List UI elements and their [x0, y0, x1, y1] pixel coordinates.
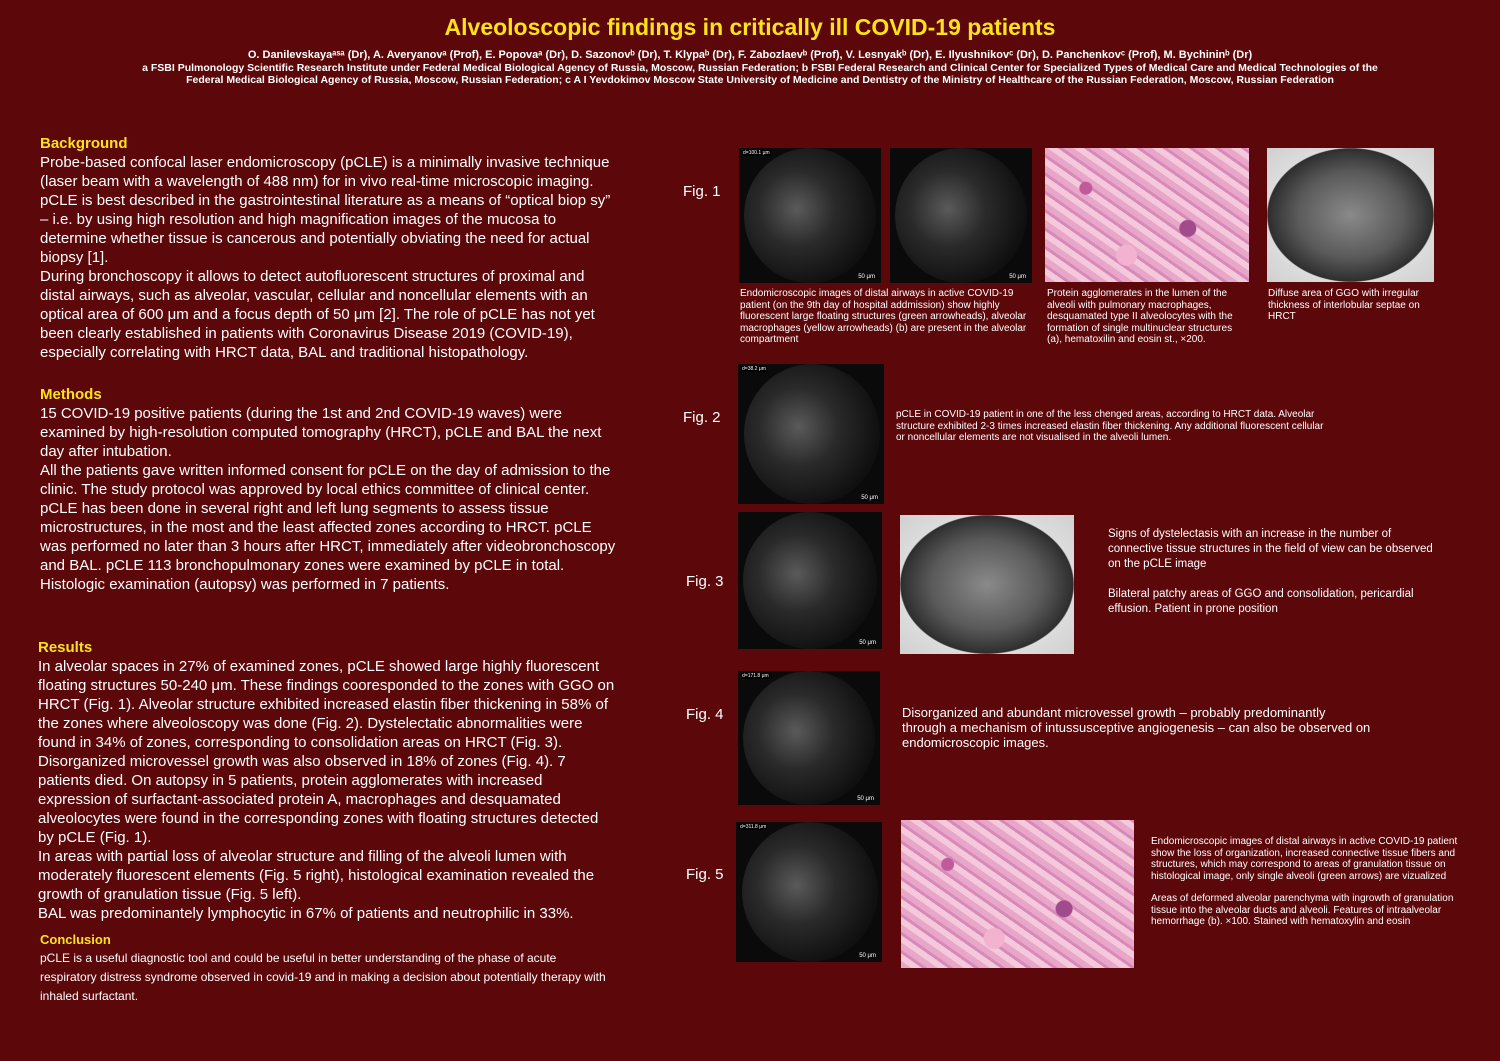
results-heading: Results: [38, 639, 93, 656]
fig1-image-label: d=100.1 μm: [743, 150, 770, 156]
fig5-histology-image: [901, 820, 1134, 968]
fig3-pcle-image: [738, 512, 882, 649]
fig5-label: Fig. 5: [686, 866, 724, 883]
fig2-image-label: d=38.2 μm: [742, 366, 766, 372]
fig2-pcle-image: [738, 364, 884, 504]
conclusion-heading: Conclusion: [40, 932, 111, 947]
fig5-pcle-image: [736, 822, 882, 962]
fig4-pcle-image: [738, 671, 880, 805]
results-paragraph-2: In areas with partial loss of alveolar structure and filling of the alveoli lumen with moderately fluorescent elements (Fig. 5 right), histological examination revealed the growth of granulation tissue (Fig. 5 left).: [38, 848, 595, 903]
fig3-captions: [1108, 527, 1448, 617]
fig3-scale-bar: 50 μm: [859, 640, 876, 646]
fig1-pcle-image-a: [739, 148, 881, 283]
fig1-caption-histology: Protein agglomerates in the lumen of the alveoli with pulmonary macrophages, desquamated type II alveolocytes with the formation of single multinuclear structures (a), hematoxilin and eosin st., ×200.: [1047, 288, 1233, 345]
fig2-label: Fig. 2: [683, 409, 721, 426]
methods-paragraph-3: pCLE has been done in several right and left lung segments to assess tissue microstructures, in the most and the least affected zones according to HRCT. pCLE was performed no later than 3 hours after HRCT, immediately after videobronchoscopy and BAL. pCLE 113 bronchopulmonary zones were examined by pCLE in total. Histologic examination (autopsy) was performed in 7 patients.: [40, 500, 616, 593]
fig2-caption: pCLE in COVID-19 patient in one of the less chenged areas, according to HRCT data. Alveolar structure exhibited 2-3 times increased elastin fiber thickening. Any additional fluorescent cellular or noncellular elements are not visualised in the alveoli lumen.: [896, 409, 1324, 443]
affiliations: [40, 62, 1480, 86]
fig3-ct-image: [900, 515, 1074, 654]
fig3-caption-ct: Bilateral patchy areas of GGO and consolidation, pericardial effusion. Patient in prone position: [1108, 588, 1414, 615]
fig1-label: Fig. 1: [683, 183, 721, 200]
background-paragraph-2: During bronchoscopy it allows to detect autofluorescent structures of proximal and distal airways, such as alveolar, vascular, cellular and noncellular elements with an optical area of 600 μm and a focus depth of 50 μm [2]. The role of pCLE has not yet been clearly established in patients with Coronavirus Disease 2019 (COVID-19), especially correlating with HRCT data, BAL and traditional histopathology.: [40, 268, 595, 361]
background-text: [40, 153, 618, 362]
fig5-scale-bar: 50 μm: [859, 953, 876, 959]
fig3-caption-pcle: Signs of dystelectasis with an increase in the number of connective tissue structures in the field of view can be observed on the pCLE image: [1108, 528, 1433, 570]
fig3-label: Fig. 3: [686, 573, 724, 590]
affiliation-line-1: a FSBI Pulmonology Scientific Research Institute under Federal Medical Biological Agency of Russia, Moscow, Russian Federation; b FSBI Federal Research and Clinical Center for Specialized Types of Medical Care and Medical Technologies of the: [142, 62, 1378, 74]
fig1-scale-bar-b: 50 μm: [1009, 274, 1026, 280]
methods-paragraph-2: All the patients gave written informed consent for pCLE on the day of admission to the clinic. The study protocol was approved by local ethics committee of clinical center.: [40, 462, 611, 498]
fig5-caption-histology: Areas of deformed alveolar parenchyma with ingrowth of granulation tissue into the alveolar ducts and alveoli. Features of intraalveolar hemorrhage (b). ×100. Stained with hematoxylin and eosin: [1151, 893, 1454, 927]
fig1-ct-image: [1267, 148, 1434, 282]
fig1-histology-image: [1045, 148, 1249, 282]
fig4-image-label: d=171.8 μm: [742, 673, 769, 679]
fig4-label: Fig. 4: [686, 706, 724, 723]
background-heading: Background: [40, 135, 128, 152]
fig4-caption: Disorganized and abundant microvessel growth – probably predominantly through a mechanism of intussusceptive angiogenesis – can also be observed on endomicroscopic images.: [902, 705, 1371, 750]
affiliation-line-2: Federal Medical Biological Agency of Russia, Moscow, Russian Federation; c A I Yevdokimov Moscow State University of Medicine and Dentistry of the Ministry of Healthcare of the Russian Federation, Moscow, Russian Federation: [186, 74, 1334, 86]
fig2-scale-bar: 50 μm: [861, 495, 878, 501]
results-paragraph-1: In alveolar spaces in 27% of examined zones, pCLE showed large highly fluorescent floating structures 50-240 μm. These findings cooresponded to the zones with GGO on HRCT (Fig. 1). Alveolar structure exhibited increased elastin fiber thickening in 58% of the zones where alveoloscopy was done (Fig. 2). Dystelectatic abnormalities were found in 34% of zones, corresponding to consolidation areas on HRCT (Fig. 3). Disorganized microvessel growth was also observed in 18% of zones (Fig. 4). 7 patients died. On autopsy in 5 patients, protein agglomerates with increased expression of surfactant-associated protein A, macrophages and desquamated alveolocytes were found in the corresponding zones with floating structures detected by pCLE (Fig. 1).: [38, 658, 615, 846]
fig5-captions: [1151, 836, 1461, 928]
poster-title: Alveoloscopic findings in critically ill COVID-19 patients: [444, 14, 1056, 40]
fig1-caption-ct: Diffuse area of GGO with irregular thickness of interlobular septae on HRCT: [1268, 288, 1420, 322]
fig5-image-label: d=311.8 μm: [740, 824, 767, 830]
results-text: [38, 657, 616, 923]
methods-text: [40, 404, 618, 594]
background-paragraph-1: Probe-based confocal laser endomicroscopy (pCLE) is a minimally invasive technique (laser beam with a wavelength of 488 nm) for in vivo real-time microscopic imaging. pCLE is best described in the gastrointestinal literature as a means of “optical biop sy” – i.e. by using high resolution and high magnification images of the mucosa to determine whether tissue is cancerous and potentially obviating the need for actual biopsy [1].: [40, 154, 611, 266]
fig4-scale-bar: 50 μm: [857, 796, 874, 802]
author-list: O. Danilevskayaᵃˢᵃ (Dr), A. Averyanovᵃ (Prof), E. Popovaᵃ (Dr), D. Sazonovᵇ (Dr), T. Klypaᵇ (Dr), F. Zabozlaevᵇ (Prof), V. Lesnyakᵇ (Dr), E. Ilyushnikovᶜ (Dr), D. Panchenkovᶜ (Prof), M. Bychininᵇ (Dr): [247, 49, 1253, 61]
fig5-caption-pcle: Endomicroscopic images of distal airways in active COVID-19 patient show the loss of organization, increased connective tissue fibers and structures, which may correspond to areas of granulation tissue on histological image, only single alveoli (green arrows) are vizualized: [1151, 836, 1458, 882]
fig1-caption-pcle: Endomicroscopic images of distal airways in active COVID-19 patient (on the 9th day of hospital addmission) show highly fluorescent large floating structures (green arrowheads), alveolar macrophages (yellow arrowheads) (b) are present in the alveolar compartment: [740, 288, 1027, 345]
results-paragraph-3: BAL was predominantely lymphocytic in 67% of patients and neutrophilic in 33%.: [38, 905, 574, 922]
methods-paragraph-1: 15 COVID-19 positive patients (during the 1st and 2nd COVID-19 waves) were examined by high-resolution computed tomography (HRCT), pCLE and BAL the next day after intubation.: [40, 405, 602, 460]
methods-heading: Methods: [40, 386, 102, 403]
conclusion-text: pCLE is a useful diagnostic tool and could be useful in better understanding of the phase of acute respiratory distress syndrome observed in covid-19 and in making a decision about potentially therapy with inhaled surfactant.: [40, 951, 606, 1003]
fig1-scale-bar: 50 μm: [858, 274, 875, 280]
fig1-pcle-image-b: [890, 148, 1032, 283]
